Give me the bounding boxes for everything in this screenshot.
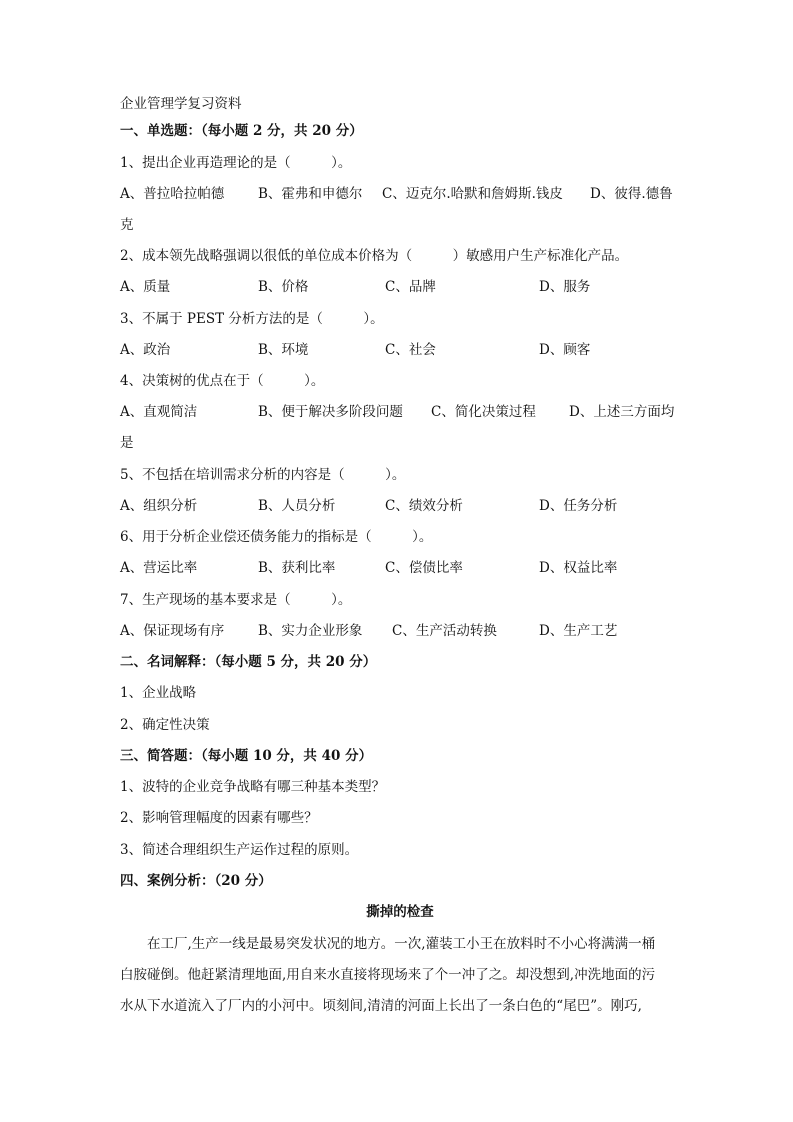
section-heading-term-explanation: 二、名词解释：（每小题 5 分，共 20 分） [120,654,377,670]
option-d: D、权益比率 [539,560,618,576]
case-paragraph [120,929,676,1022]
option-a: A、普拉哈拉帕德 [120,186,225,202]
option-c: C、迈克尔.哈默和詹姆斯.钱皮 [382,186,563,202]
option-c: C、社会 [385,342,436,358]
option-a: A、保证现场有序 [120,623,225,639]
option-b: B、便于解决多阶段问题 [258,404,403,420]
option-b: B、环境 [258,342,309,358]
short-answer-item-2: 2、影响管理幅度的因素有哪些？ [120,810,318,826]
option-c: C、绩效分析 [385,498,463,514]
question-5-options [120,496,680,516]
question-3-options [120,340,680,360]
option-a: A、政治 [120,342,171,358]
option-a: A、营运比率 [120,560,198,576]
option-d: D、彼得.德鲁 [590,186,673,202]
case-title: 撕掉的检查 [366,904,434,920]
option-a: A、组织分析 [120,498,198,514]
question-4: 4、决策树的优点在于（ ）。 [120,373,325,389]
question-7-options [120,621,680,641]
option-c: C、简化决策过程 [431,404,536,420]
option-b: B、获利比率 [258,560,336,576]
section-heading-short-answer: 三、简答题：（每小题 10 分，共 40 分） [120,748,373,764]
option-b: B、人员分析 [258,498,336,514]
question-1-options [120,184,680,204]
option-a: A、直观简洁 [120,404,198,420]
option-c: C、品牌 [385,279,436,295]
question-4-options [120,402,680,422]
option-d: D、生产工艺 [539,623,618,639]
question-7: 7、生产现场的基本要求是（ ）。 [120,592,352,608]
short-answer-item-1: 1、波特的企业竞争战略有哪三种基本类型？ [120,779,386,795]
option-a: A、质量 [120,279,171,295]
option-b: B、价格 [258,279,309,295]
short-answer-item-3: 3、简述合理组织生产运作过程的原则。 [120,842,359,858]
option-b: B、实力企业形象 [258,623,363,639]
section-heading-single-choice: 一、单选题：（每小题 2 分，共 20 分） [120,123,363,139]
option-d: D、任务分析 [539,498,618,514]
option-c: C、生产活动转换 [392,623,497,639]
question-2-options [120,277,680,297]
question-1-option-wrap: 克 [120,217,134,233]
document-title: 企业管理学复习资料 [120,96,242,112]
question-2: 2、成本领先战略强调以很低的单位成本价格为（ ）敏感用户生产标准化产品。 [120,248,629,264]
section-heading-case-analysis: 四、案例分析：（20 分） [120,873,272,889]
option-b: B、霍弗和申德尔 [258,186,363,202]
option-d: D、服务 [539,279,591,295]
question-4-option-wrap: 是 [120,435,134,451]
question-1: 1、提出企业再造理论的是（ ）。 [120,155,352,171]
term-item-1: 1、企业战略 [120,685,197,701]
question-6: 6、用于分析企业偿还债务能力的指标是（ ）。 [120,529,433,545]
case-paragraph-line-3: 水从下水道流入了厂内的小河中。顷刻间,清清的河面上长出了一条白色的“尾巴”。刚巧, [120,998,642,1014]
term-item-2: 2、确定性决策 [120,717,210,733]
case-paragraph-line-2: 白胺碰倒。他赶紧清理地面,用自来水直接将现场来了个一冲了之。却没想到,冲洗地面的污 [120,967,656,983]
question-3: 3、不属于 PEST 分析方法的是（ ）。 [120,311,384,327]
case-paragraph-line-1: 在工厂,生产一线是最易突发状况的地方。一次,灌装工小王在放料时不小心将满满一桶 [120,936,656,952]
question-6-options [120,558,680,578]
option-d: D、上述三方面均 [569,404,675,420]
question-5: 5、不包括在培训需求分析的内容是（ ）。 [120,467,406,483]
option-d: D、顾客 [539,342,591,358]
option-c: C、偿债比率 [385,560,463,576]
